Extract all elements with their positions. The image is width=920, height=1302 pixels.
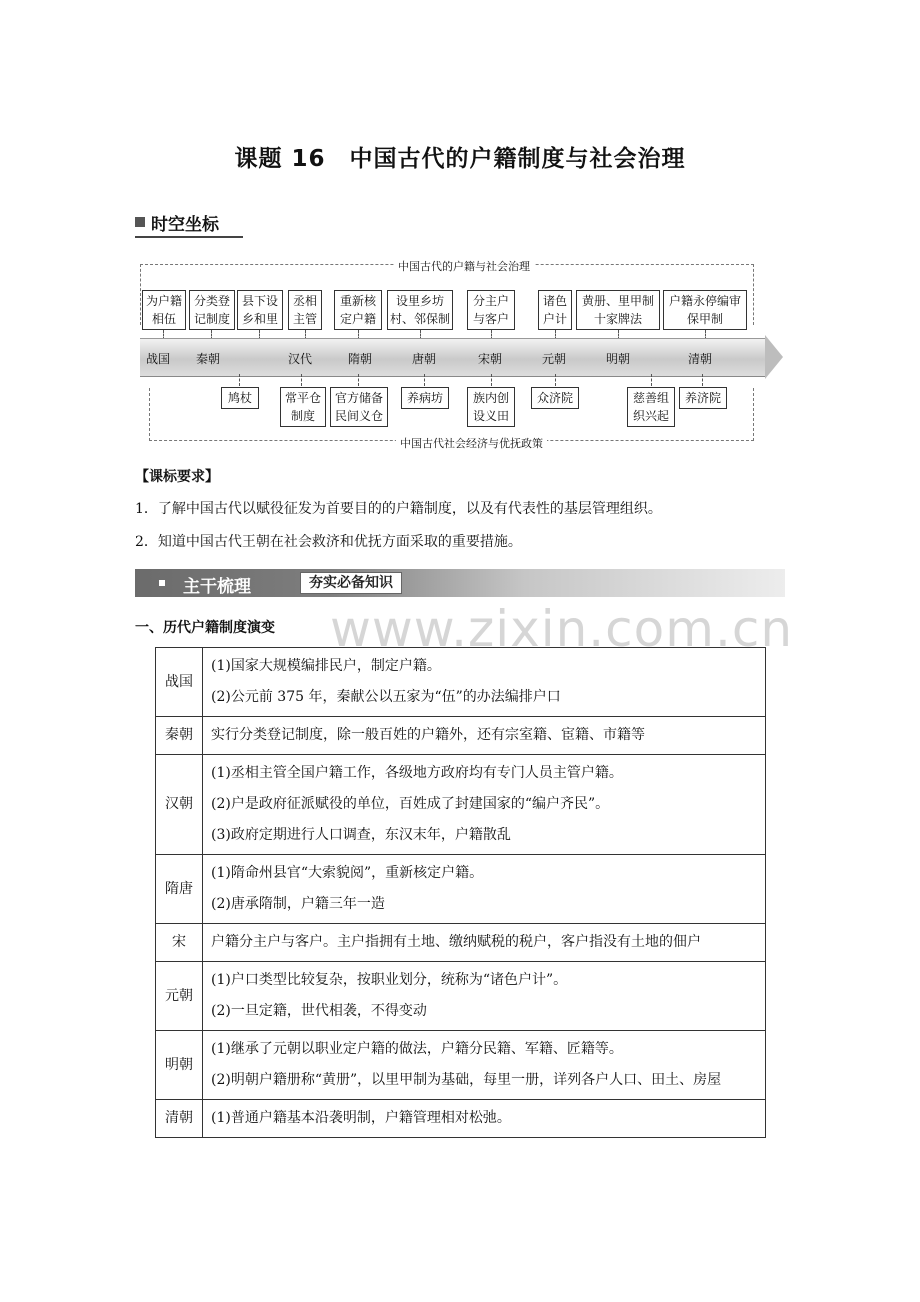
banner-main-text: 主干梳理: [183, 577, 251, 597]
banner-sub-text: 夯实必备知识: [300, 572, 402, 594]
content-cell: (1)户口类型比较复杂，按职业划分，统称为“诸色户计”。 (2)一旦定籍，世代相袭，不得变动: [203, 962, 766, 1031]
evolution-table: [155, 647, 766, 1138]
era-label: 战国: [146, 352, 171, 366]
era-label: 宋朝: [478, 352, 503, 366]
era-cell: 宋: [156, 924, 203, 962]
bottom-box-yicang: 官方储备 民间义仓: [330, 387, 388, 427]
era-label: 唐朝: [412, 352, 437, 366]
era-cell: 战国: [156, 648, 203, 717]
era-label: 汉代: [288, 352, 313, 366]
era-cell: 元朝: [156, 962, 203, 1031]
content-cell: (1)丞相主管全国户籍工作，各级地方政府均有专门人员主管户籍。 (2)户是政府征派赋役的单位，百姓成了封建国家的“编户齐民”。 (3)政府定期进行人口调查，东汉末年，户籍散乱: [203, 755, 766, 855]
top-frame-label: 中国古代的户籍与社会治理: [394, 258, 534, 274]
era-cell: 明朝: [156, 1031, 203, 1100]
subsection-title: 一、历代户籍制度演变: [135, 620, 275, 636]
connector: [424, 374, 425, 386]
era-cell: 秦朝: [156, 717, 203, 755]
requirements-heading: 【课标要求】: [135, 469, 219, 485]
era-label: 秦朝: [196, 352, 221, 366]
section-banner: [135, 569, 785, 597]
top-box-ming: 黄册、里甲制 十家牌法: [576, 290, 660, 330]
connector: [555, 374, 556, 386]
connector: [301, 374, 302, 386]
era-label: 明朝: [606, 352, 631, 366]
requirement-item: 2．知道中国古代王朝在社会救济和优抚方面采取的重要措施。: [135, 534, 522, 550]
top-box-qing: 户籍永停编审 保甲制: [663, 290, 747, 330]
watermark: www.zixin.com.cn: [330, 600, 794, 658]
bottom-box-cishan: 慈善组 织兴起: [627, 387, 675, 427]
bottom-box-jiuzhang: 鸠杖: [221, 387, 259, 409]
top-box-song: 分主户 与客户: [467, 290, 515, 330]
content-cell: (1)国家大规模编排民户，制定户籍。 (2)公元前 375 年，秦献公以五家为“伍”的办法编排户口: [203, 648, 766, 717]
timeline-arrow: [140, 338, 766, 377]
top-box-xiangli: 县下设 乡和里: [237, 290, 283, 330]
era-cell: 汉朝: [156, 755, 203, 855]
top-box-sui: 重新核 定户籍: [334, 290, 382, 330]
top-box-zhanguo: 为户籍 相伍: [142, 290, 186, 330]
square-bullet-icon: [159, 580, 165, 586]
bottom-frame-label: 中国古代社会经济与优抚政策: [396, 435, 547, 451]
table-row: [156, 855, 766, 924]
top-box-yuan: 诸色 户计: [538, 290, 572, 330]
era-label: 元朝: [542, 352, 567, 366]
connector: [702, 374, 703, 386]
bottom-box-changpingcang: 常平仓 制度: [280, 387, 326, 427]
table-row: [156, 1100, 766, 1138]
content-cell: (1)普通户籍基本沿袭明制，户籍管理相对松弛。: [203, 1100, 766, 1138]
connector: [239, 374, 240, 386]
table-row: [156, 755, 766, 855]
content-cell: 户籍分主户与客户。主户指拥有土地、缴纳赋税的税户，客户指没有土地的佃户: [203, 924, 766, 962]
connector: [491, 374, 492, 386]
bottom-box-yitian: 族内创 设义田: [467, 387, 515, 427]
content-cell: (1)继承了元朝以职业定户籍的做法，户籍分民籍、军籍、匠籍等。 (2)明朝户籍册称“黄册”，以里甲制为基础，每里一册，详列各户人口、田土、房屋: [203, 1031, 766, 1100]
section-heading: [135, 207, 219, 237]
era-cell: 清朝: [156, 1100, 203, 1138]
connector: [651, 374, 652, 386]
section-underline: [135, 236, 243, 238]
table-row: [156, 962, 766, 1031]
content-cell: 实行分类登记制度，除一般百姓的户籍外，还有宗室籍、宦籍、市籍等: [203, 717, 766, 755]
top-box-tang: 设里乡坊 村、邻保制: [387, 290, 453, 330]
content-cell: (1)隋命州县官“大索貌阅”，重新核定户籍。 (2)唐承隋制，户籍三年一造: [203, 855, 766, 924]
bottom-box-yangbingfang: 养病坊: [401, 387, 449, 409]
timeline-arrowhead: [765, 335, 783, 379]
table-row: [156, 924, 766, 962]
bottom-box-yangjiyuan: 养济院: [679, 387, 727, 409]
era-cell: 隋唐: [156, 855, 203, 924]
square-bullet-icon: [135, 217, 145, 227]
table-row: [156, 648, 766, 717]
connector: [358, 374, 359, 386]
table-row: [156, 1031, 766, 1100]
table-row: [156, 717, 766, 755]
section-heading-text: 时空坐标: [151, 214, 219, 235]
era-label: 隋朝: [348, 352, 373, 366]
bottom-box-zhongjiyuan: 众济院: [531, 387, 579, 409]
top-box-han: 丞相 主管: [288, 290, 322, 330]
requirement-item: 1．了解中国古代以赋役征发为首要目的的户籍制度，以及有代表性的基层管理组织。: [135, 501, 662, 517]
top-box-qin: 分类登 记制度: [189, 290, 235, 330]
page-title: 课题 16 中国古代的户籍制度与社会治理: [234, 146, 686, 172]
era-label: 清朝: [688, 352, 713, 366]
